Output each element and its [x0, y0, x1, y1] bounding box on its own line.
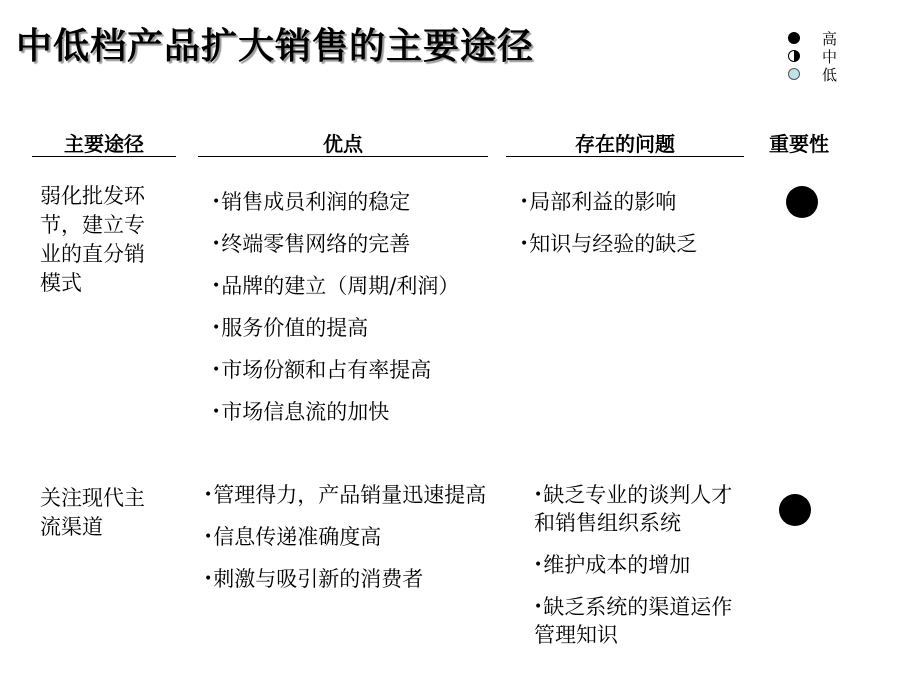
list-item: •刺激与吸引新的消费者	[204, 567, 424, 591]
column-header-advantages: 优点	[198, 132, 488, 157]
high-importance-icon	[788, 32, 800, 44]
bullet-icon: •	[534, 487, 543, 503]
bullet-icon: •	[212, 194, 221, 210]
list-item: •局部利益的影响	[520, 190, 677, 214]
high-importance-icon	[786, 186, 818, 218]
advantages-list-2	[204, 481, 494, 607]
bullet-icon: •	[520, 194, 529, 210]
route-cell-2: 关注现代主流渠道	[40, 486, 145, 539]
advantages-list-1	[212, 188, 502, 440]
bullet-icon: •	[204, 571, 213, 587]
column-header-issues: 存在的问题	[506, 132, 744, 157]
bullet-icon: •	[212, 362, 221, 378]
bullet-icon: •	[534, 599, 543, 615]
list-item: •知识与经验的缺乏	[520, 232, 698, 256]
list-item: •管理得力，产品销量迅速提高	[204, 483, 487, 507]
route-cell-1: 弱化批发环节，建立专业的直分销模式	[40, 184, 145, 295]
bullet-icon: •	[204, 487, 213, 503]
medium-importance-icon	[788, 50, 800, 62]
list-item: •缺乏系统的渠道运作管理知识	[534, 595, 733, 647]
list-item: •品牌的建立（周期/利润）	[212, 274, 460, 298]
issues-list-1	[520, 188, 740, 272]
column-header-route: 主要途径	[32, 132, 176, 157]
bullet-icon: •	[204, 529, 213, 545]
high-importance-icon	[779, 494, 811, 526]
legend-label-high: 高	[822, 30, 838, 48]
issues-list-2	[534, 481, 739, 663]
list-item: •缺乏专业的谈判人才和销售组织系统	[534, 483, 733, 535]
list-item: •终端零售网络的完善	[212, 232, 411, 256]
column-header-importance: 重要性	[769, 132, 829, 156]
bullet-icon: •	[534, 557, 543, 573]
legend-label-low: 低	[822, 66, 838, 84]
legend-label-mid: 中	[822, 48, 838, 66]
page-title: 中低档产品扩大销售的主要途径	[16, 26, 535, 67]
bullet-icon: •	[212, 278, 221, 294]
list-item: •销售成员利润的稳定	[212, 190, 411, 214]
list-item: •信息传递准确度高	[204, 525, 382, 549]
list-item: •维护成本的增加	[534, 553, 691, 577]
bullet-icon: •	[520, 236, 529, 252]
list-item: •市场信息流的加快	[212, 400, 390, 424]
bullet-icon: •	[212, 320, 221, 336]
list-item: •市场份额和占有率提高	[212, 358, 432, 382]
low-importance-icon	[788, 68, 800, 80]
list-item: •服务价值的提高	[212, 316, 369, 340]
bullet-icon: •	[212, 404, 221, 420]
bullet-icon: •	[212, 236, 221, 252]
